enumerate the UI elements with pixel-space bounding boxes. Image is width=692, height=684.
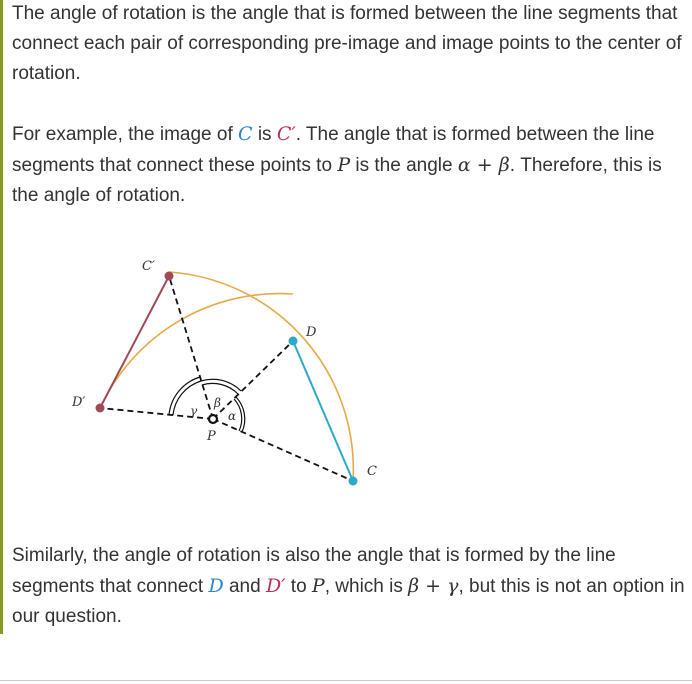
dashed-P-to-C-prime [169, 276, 213, 419]
label-beta: β [214, 396, 221, 410]
math-alpha-plus-beta: α + β [457, 154, 510, 176]
label-alpha: α [228, 409, 237, 423]
math-C: C [238, 123, 253, 145]
math-C-prime: C′ [276, 123, 296, 145]
text-segment: , which is [324, 576, 409, 597]
paragraph-alternative [12, 541, 688, 632]
text-segment: and [223, 576, 266, 597]
text-segment: Similarly, the angle of rotation is also the angle that is formed by the line segments that connect [12, 545, 616, 597]
label-C: C [367, 464, 377, 479]
math-P: P [311, 575, 325, 597]
point-C [349, 477, 358, 486]
text-segment: . Therefore, this is the angle of rotation. [12, 155, 662, 206]
text-segment: For example, the image of [12, 124, 238, 145]
text-segment: , but this is not an option in our question. [12, 576, 685, 627]
point-C-prime [165, 272, 174, 281]
math-D: D [208, 575, 224, 597]
paragraph-example [12, 119, 688, 211]
divider [0, 680, 692, 681]
label-P: P [207, 429, 216, 444]
text-segment: . The angle that is formed between the line segments that connect these points to [12, 124, 655, 176]
math-P: P [337, 154, 351, 176]
math-beta-plus-gamma: β + γ [408, 575, 459, 597]
point-D [289, 337, 298, 346]
rotation-diagram [3, 240, 692, 510]
label-D-prime: D′ [72, 395, 86, 410]
math-D-prime: D′ [265, 575, 286, 597]
dashed-P-to-D [213, 341, 293, 419]
paragraph-definition-text: The angle of rotation is the angle that is formed between the line segments that connect each pair of corresponding pre-image and image points to the center of rotation. [12, 3, 682, 84]
text-segment: is [252, 124, 277, 145]
angle-mark-beta [201, 379, 241, 391]
segment-C-prime-D-prime [100, 276, 169, 408]
arc-C-to-C-prime [169, 272, 353, 481]
label-gamma: γ [190, 404, 198, 418]
dashed-P-to-C [213, 419, 353, 481]
point-D-prime [96, 404, 105, 413]
paragraph-definition [12, 0, 688, 89]
point-P [209, 415, 217, 423]
text-segment: is the angle [350, 155, 458, 176]
text-segment: to [285, 576, 312, 597]
label-D: D [306, 325, 317, 340]
label-C-prime: C′ [142, 259, 155, 274]
